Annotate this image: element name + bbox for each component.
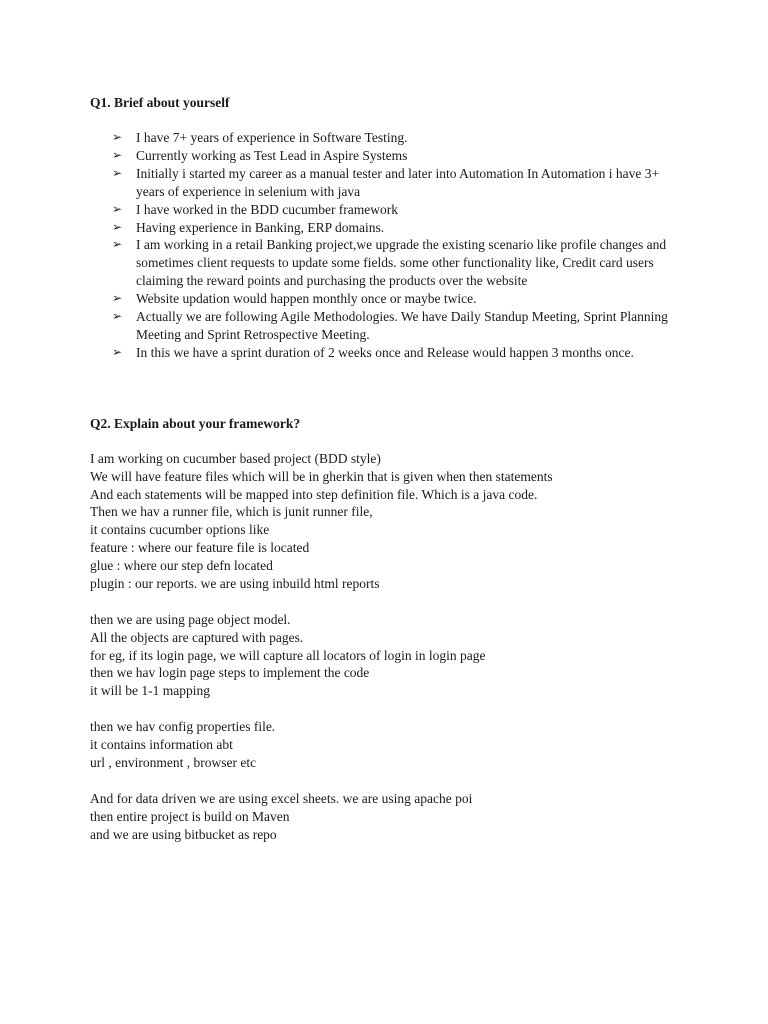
list-item-text: Currently working as Test Lead in Aspire Systems	[136, 147, 408, 163]
list-item	[112, 201, 682, 219]
text-line: url , environment , browser etc	[90, 754, 257, 770]
arrowhead-bullet-icon: ➢	[112, 130, 123, 144]
q2-paragraph-data-driven	[90, 790, 710, 843]
list-item-text: Actually we are following Agile Methodologies. We have Daily Standup Meeting, Sprint Planning Meeting and Sprint Retrospective Meeting.	[136, 309, 668, 342]
text-line: it will be 1-1 mapping	[90, 683, 210, 699]
list-item	[112, 344, 682, 362]
text-line: All the objects are captured with pages.	[90, 629, 304, 645]
arrowhead-bullet-icon: ➢	[112, 344, 123, 359]
text-line: plugin : our reports. we are using inbuild html reports	[90, 575, 380, 591]
text-line: it contains cucumber options like	[90, 522, 270, 538]
q2-heading: Q2. Explain about your framework?	[90, 416, 301, 431]
text-line: We will have feature files which will be in gherkin that is given when then statements	[90, 468, 553, 484]
list-item	[112, 147, 682, 165]
text-line: then we hav config properties file.	[90, 719, 276, 734]
list-item-text: In this we have a sprint duration of 2 weeks once and Release would happen 3 months once.	[136, 344, 634, 360]
list-item	[112, 219, 682, 237]
arrowhead-bullet-icon: ➢	[112, 291, 123, 306]
list-item-text: I have 7+ years of experience in Software Testing.	[136, 130, 408, 145]
text-line: And for data driven we are using excel sheets. we are using apache poi	[90, 791, 473, 806]
text-line: then we hav login page steps to implement the code	[90, 665, 370, 681]
arrowhead-bullet-icon: ➢	[112, 219, 123, 234]
list-item-text: Website updation would happen monthly once or maybe twice.	[136, 291, 477, 307]
text-line: I am working on cucumber based project (BDD style)	[90, 451, 381, 466]
text-line: then entire project is build on Maven	[90, 808, 290, 824]
arrowhead-bullet-icon: ➢	[112, 165, 123, 180]
text-line: Then we hav a runner file, which is junit runner file,	[90, 504, 373, 520]
list-item	[112, 129, 682, 147]
arrowhead-bullet-icon: ➢	[112, 147, 123, 162]
list-item	[112, 290, 682, 308]
text-line: it contains information abt	[90, 736, 233, 752]
q1-bullet-list	[112, 129, 682, 362]
q1-heading: Q1. Brief about yourself	[90, 95, 230, 110]
list-item	[112, 165, 682, 201]
list-item-text: I am working in a retail Banking project,we upgrade the existing scenario like profile changes and sometimes client requests to update some fields. some other functionality like, Credit card users claiming the reward points and purchasing the products over the website	[136, 237, 667, 289]
list-item	[112, 236, 682, 290]
text-line: and we are using bitbucket as repo	[90, 826, 277, 842]
arrowhead-bullet-icon: ➢	[112, 237, 123, 252]
text-line: then we are using page object model.	[90, 612, 291, 627]
q2-paragraph-page-object-model	[90, 611, 710, 700]
text-line: for eg, if its login page, we will capture all locators of login in login page	[90, 647, 486, 663]
text-line: feature : where our feature file is located	[90, 539, 310, 555]
list-item-text: Having experience in Banking, ERP domains.	[136, 219, 385, 235]
list-item	[112, 308, 682, 344]
arrowhead-bullet-icon: ➢	[112, 201, 123, 216]
q2-paragraph-config	[90, 718, 710, 771]
text-line: glue : where our step defn located	[90, 557, 273, 573]
text-line: And each statements will be mapped into step definition file. Which is a java code.	[90, 486, 538, 502]
arrowhead-bullet-icon: ➢	[112, 309, 123, 324]
list-item-text: Initially i started my career as a manual tester and later into Automation In Automation i have 3+ years of experience in selenium with java	[136, 165, 660, 199]
list-item-text: I have worked in the BDD cucumber framework	[136, 201, 399, 217]
q2-paragraph-cucumber	[90, 450, 710, 592]
